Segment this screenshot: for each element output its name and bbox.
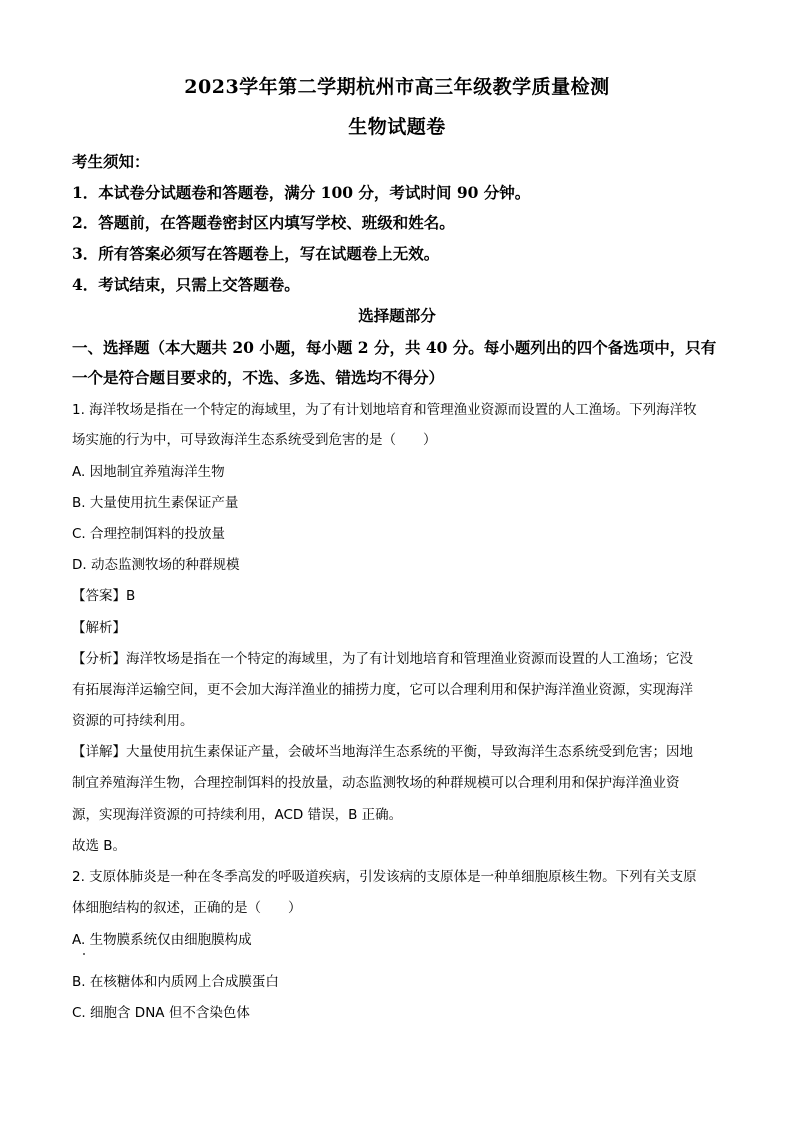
question-1-stem: 1. 海洋牧场是指在一个特定的海域里，为了有计划地培育和管理渔业资源而设置的人工渔场。下列海洋牧 xyxy=(72,402,697,418)
fenxi-text: 资源的可持续利用。 xyxy=(72,713,194,729)
question-2-option-a: A. 生物膜系统仅由细胞膜构成 xyxy=(72,932,252,948)
notice-item: 4．考试结束，只需上交答题卷。 xyxy=(72,275,300,294)
xiangjie-text: 制宜养殖海洋生物，合理控制饵料的投放量，动态监测牧场的种群规模可以合理利用和保护海洋渔业资 xyxy=(72,775,680,791)
question-1-stem: 场实施的行为中，可导致海洋生态系统受到危害的是（ ） xyxy=(72,432,437,448)
notice-item: 3．所有答案必须写在答题卷上，写在试题卷上无效。 xyxy=(72,244,440,263)
notice-item: 2．答题前，在答题卷密封区内填写学校、班级和姓名。 xyxy=(72,213,455,232)
xiangjie-line xyxy=(72,742,724,762)
question-2-stem: 体细胞结构的叙述，正确的是（ ） xyxy=(72,900,302,916)
exam-subtitle: 生物试题卷 xyxy=(348,116,446,138)
answer-value: B xyxy=(126,588,136,604)
fenxi-line xyxy=(72,649,724,669)
analysis-label: 【解析】 xyxy=(72,620,126,636)
answer-line xyxy=(72,586,724,606)
section-instruction: 一个是符合题目要求的，不选、多选、错选均不得分） xyxy=(72,368,445,387)
xiangjie-label: 【详解】 xyxy=(72,744,126,760)
section-title: 选择题部分 xyxy=(358,306,436,325)
fenxi-label: 【分析】 xyxy=(72,651,126,667)
question-1-option-a: A. 因地制宜养殖海洋生物 xyxy=(72,464,225,480)
question-2-option-b: B. 在核糖体和内质网上合成膜蛋白 xyxy=(72,974,279,990)
fenxi-text: 海洋牧场是指在一个特定的海域里，为了有计划地培育和管理渔业资源而设置的人工渔场；它没 xyxy=(126,651,693,667)
answer-label: 【答案】 xyxy=(72,588,126,604)
notice-heading: 考生须知： xyxy=(72,152,150,171)
question-1-option-b: B. 大量使用抗生素保证产量 xyxy=(72,495,239,511)
stray-dot-mark xyxy=(83,953,85,955)
question-1-option-c: C. 合理控制饵料的投放量 xyxy=(72,526,226,542)
question-1-option-d: D. 动态监测牧场的种群规模 xyxy=(72,557,240,573)
exam-title: 2023学年第二学期杭州市高三年级教学质量检测 xyxy=(184,76,610,98)
fenxi-text: 有拓展海洋运输空间，更不会加大海洋渔业的捕捞力度，它可以合理利用和保护海洋渔业资源，实现海洋 xyxy=(72,682,693,698)
xiangjie-text: 源，实现海洋资源的可持续利用，ACD 错误，B 正确。 xyxy=(72,807,403,823)
question-2-option-c: C. 细胞含 DNA 但不含染色体 xyxy=(72,1005,250,1021)
section-instruction: 一、选择题（本大题共 20 小题，每小题 2 分，共 40 分。每小题列出的四个备选项中，只有 xyxy=(72,338,717,357)
conclusion: 故选 B。 xyxy=(72,838,127,854)
notice-item: 1．本试卷分试题卷和答题卷，满分 100 分，考试时间 90 分钟。 xyxy=(72,183,531,202)
question-2-stem: 2. 支原体肺炎是一种在冬季高发的呼吸道疾病，引发该病的支原体是一种单细胞原核生物。下列有关支原 xyxy=(72,869,697,885)
xiangjie-text: 大量使用抗生素保证产量，会破坏当地海洋生态系统的平衡，导致海洋生态系统受到危害；因地 xyxy=(126,744,693,760)
